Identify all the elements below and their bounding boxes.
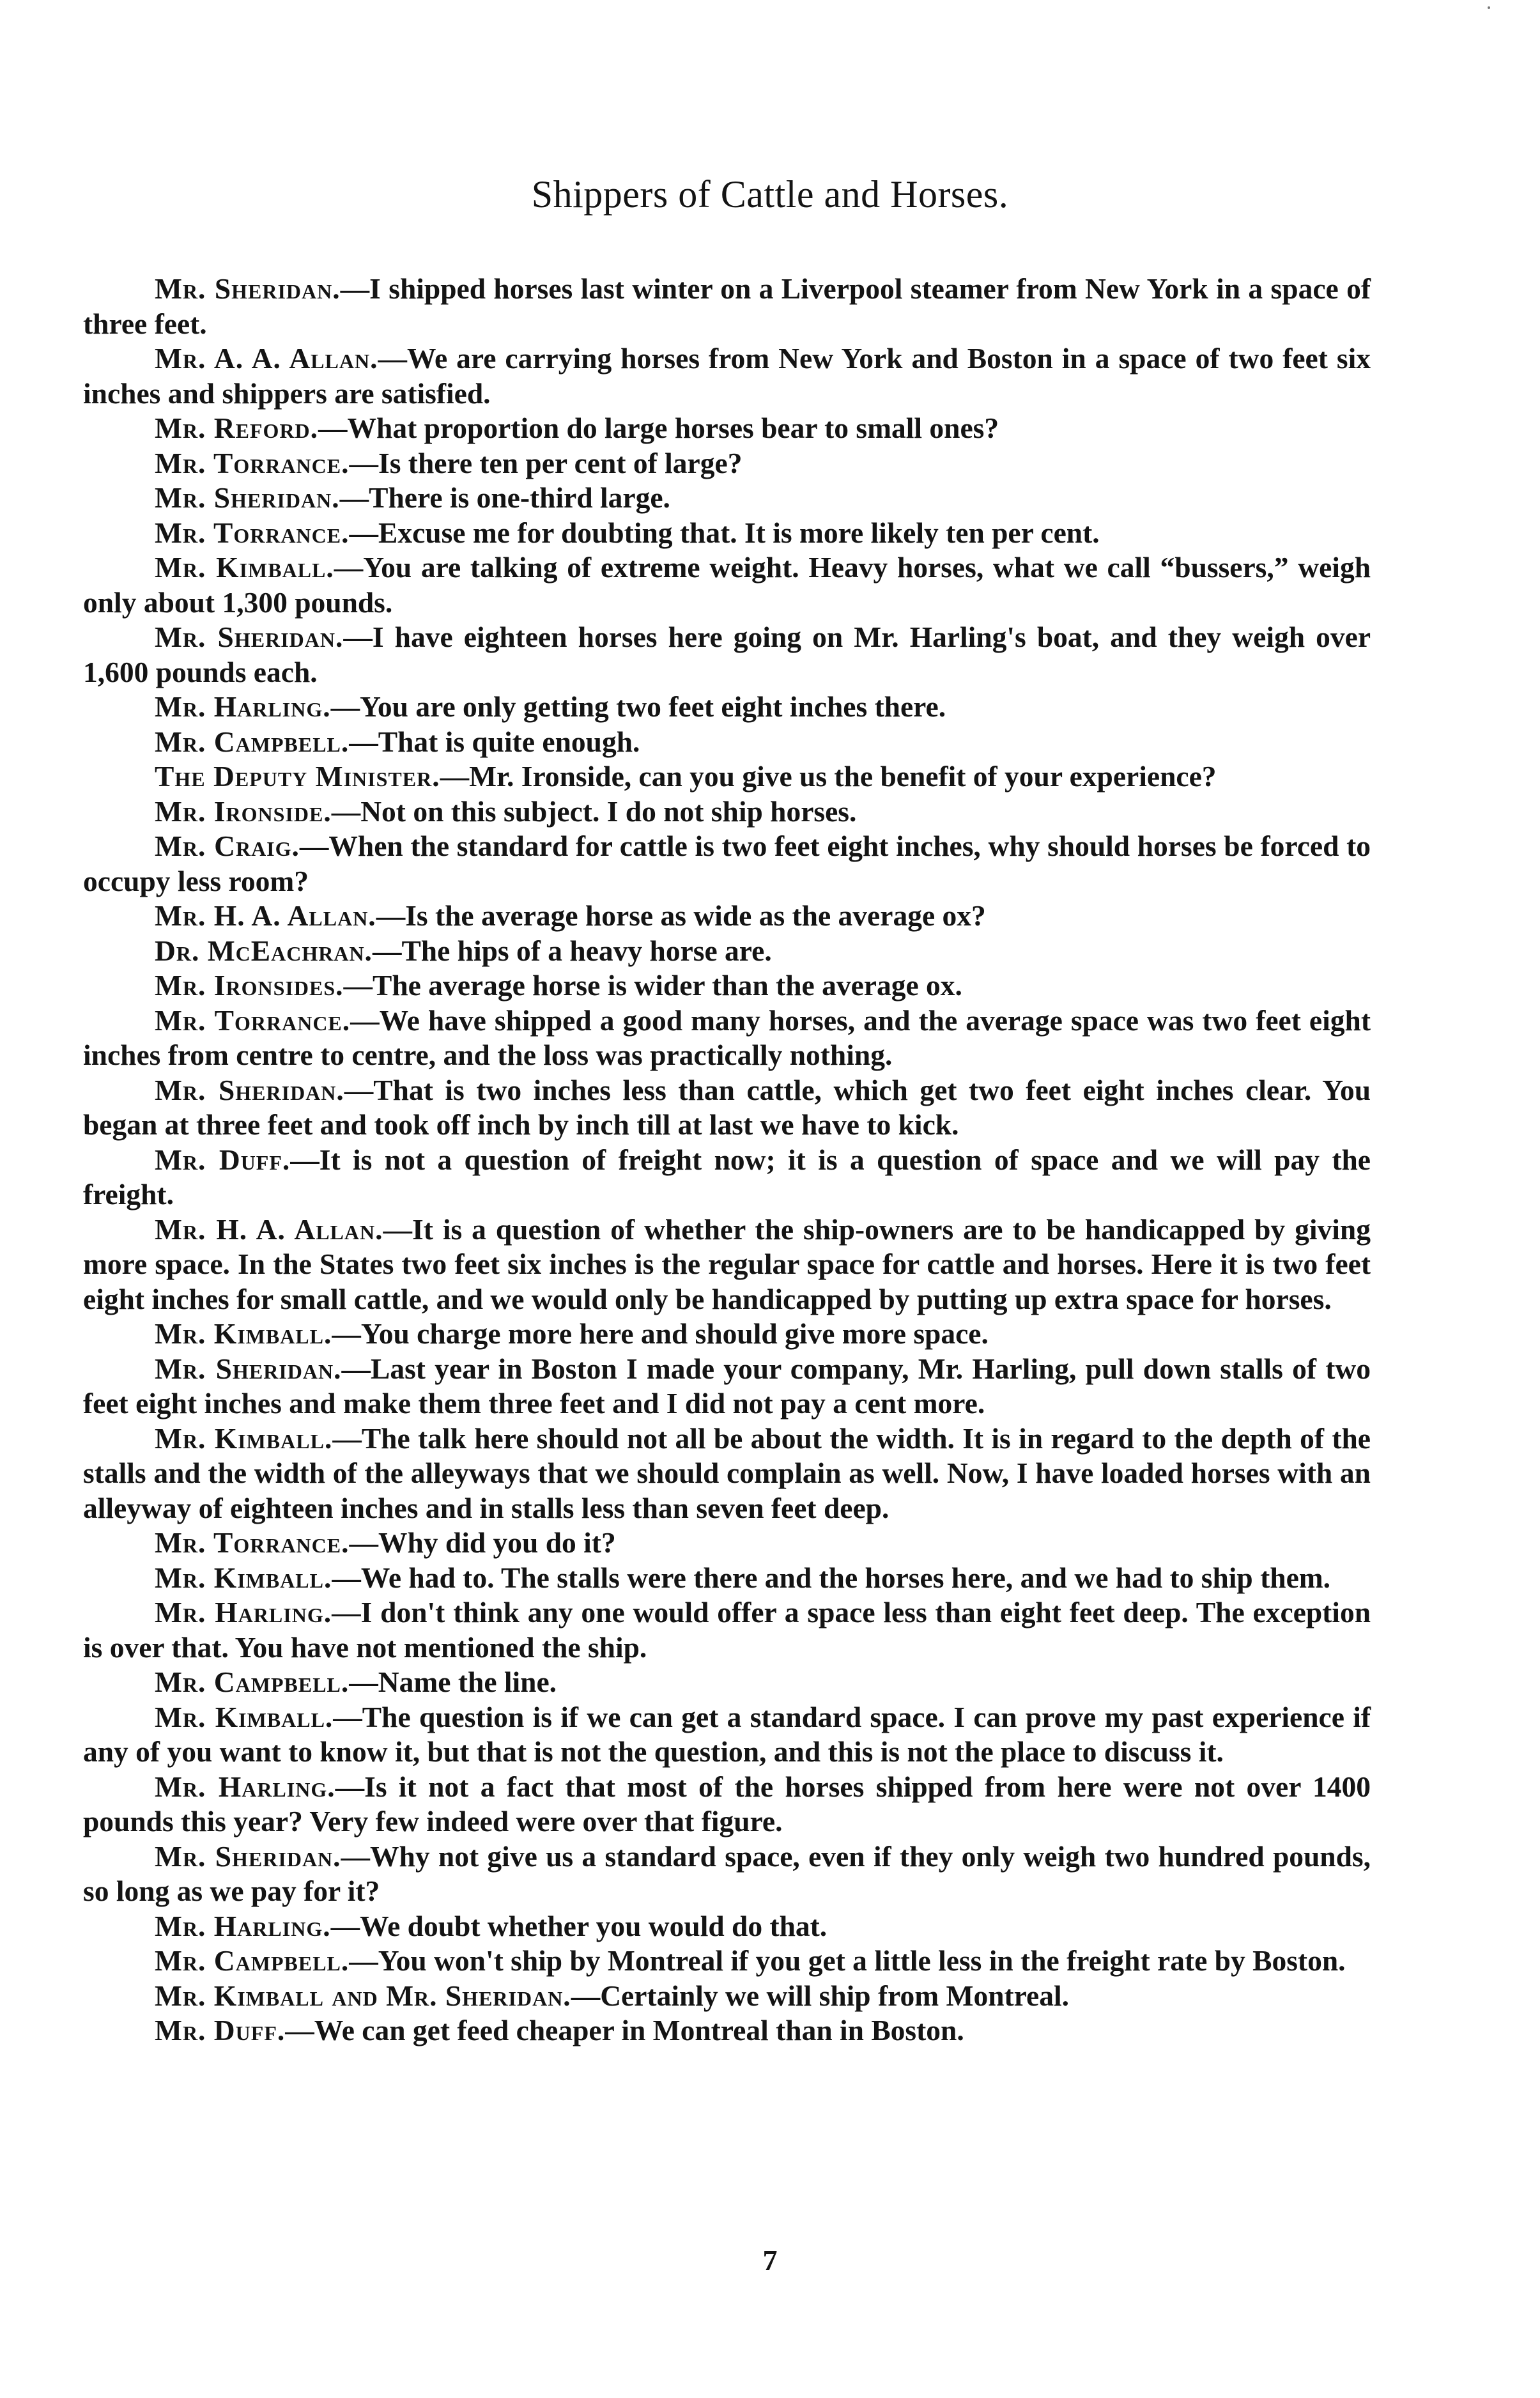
statement-text: —That is two inches less than cattle, which get two feet eight inches clear. You began at three feet and took off inch by inch till at last we have to kick.	[83, 1073, 1371, 1141]
statement-text: —We doubt whether you would do that.	[330, 1909, 828, 1942]
speaker-name: Mr. Kimball and Mr. Sheridan.	[155, 1979, 571, 2012]
statement-text: —It is not a question of freight now; it is a question of space and we will pay the freight.	[83, 1143, 1371, 1211]
speaker-name: Mr. Sheridan.	[155, 272, 341, 305]
speaker-name: Mr. Harling.	[155, 690, 331, 723]
statement-text: —We are carrying horses from New York and Boston in a space of two feet six inches and shippers are satisfied.	[83, 342, 1371, 410]
transcript-paragraph	[83, 446, 1371, 481]
statement-text: —When the standard for cattle is two feet eight inches, why should horses be forced to occupy less room?	[83, 830, 1371, 897]
transcript-paragraph	[83, 1526, 1371, 1561]
speaker-name: Mr. Torrance.	[155, 516, 350, 549]
speaker-name: Mr. Reford.	[155, 412, 319, 444]
transcript-paragraph	[83, 968, 1371, 1003]
speaker-name: Mr. Ironside.	[155, 794, 332, 828]
transcript-paragraph	[83, 1944, 1371, 1979]
statement-text: —Is the average horse as wide as the average ox?	[376, 899, 986, 932]
transcript-paragraph	[83, 1770, 1371, 1839]
transcript-paragraph	[83, 481, 1371, 516]
statement-text: —It is a question of whether the ship-owners are to be handicapped by giving more space. In the States two feet six inches is the regular space for cattle and horses. Here it is two feet eight inches for small cattle, and we would only be handicapped by putting up extra space for horses.	[83, 1212, 1371, 1315]
transcript-paragraph	[83, 934, 1371, 969]
transcript-paragraph	[83, 1073, 1371, 1143]
speaker-name: The Deputy Minister.	[155, 760, 440, 793]
speaker-name: Mr. Torrance.	[155, 1003, 351, 1037]
transcript-paragraph	[83, 1700, 1371, 1770]
speaker-name: Mr. Duff.	[155, 1143, 291, 1176]
transcript-paragraph	[83, 1665, 1371, 1700]
speaker-name: Mr. Campbell.	[155, 1944, 350, 1977]
speaker-name: Mr. Sheridan.	[155, 481, 340, 514]
speaker-name: Mr. Sheridan.	[155, 1352, 342, 1385]
statement-text: —You charge more here and should give more space.	[332, 1317, 989, 1350]
speaker-name: Mr. A. A. Allan.	[155, 342, 378, 375]
speaker-name: Mr. Ironsides.	[155, 969, 344, 1002]
transcript-paragraph	[83, 1421, 1371, 1526]
transcript-paragraph	[83, 690, 1371, 725]
speaker-name: Mr. Duff.	[155, 2014, 286, 2046]
transcript-paragraph	[83, 1839, 1371, 1909]
transcript-paragraph	[83, 1317, 1371, 1352]
speaker-name: Mr. Sheridan.	[155, 621, 344, 653]
statement-text: —Not on this subject. I do not ship horses.	[331, 794, 857, 828]
statement-text: —That is quite enough.	[349, 725, 640, 758]
transcript-paragraph	[83, 411, 1371, 446]
transcript-paragraph	[83, 1595, 1371, 1665]
page-number: 7	[762, 2244, 778, 2277]
transcript-paragraph	[83, 759, 1371, 794]
transcript-paragraph	[83, 272, 1371, 341]
transcript-paragraph	[83, 341, 1371, 411]
statement-text: —You won't ship by Montreal if you get a little less in the freight rate by Boston.	[349, 1944, 1346, 1977]
statement-text: —I have eighteen horses here going on Mr. Harling's boat, and they weigh over 1,600 pounds each.	[83, 621, 1371, 688]
statement-text: —We can get feed cheaper in Montreal than in Boston.	[285, 2014, 964, 2046]
statement-text: —Mr. Ironside, can you give us the benefit of your experience?	[440, 760, 1217, 793]
transcript-paragraph	[83, 1212, 1371, 1317]
statement-text: —Why not give us a standard space, even if they only weigh two hundred pounds, so long as we pay for it?	[83, 1839, 1371, 1907]
speaker-name: Mr. Campbell.	[155, 725, 350, 758]
speaker-name: Mr. Sheridan.	[155, 1073, 344, 1106]
transcript-paragraph	[83, 516, 1371, 551]
statement-text: —Certainly we will ship from Montreal.	[571, 1979, 1070, 2012]
transcript-paragraph	[83, 794, 1371, 830]
transcript-paragraph	[83, 1561, 1371, 1596]
statement-text: —What proportion do large horses bear to small ones?	[318, 412, 999, 444]
speaker-name: Mr. Sheridan.	[155, 1839, 341, 1873]
transcript-paragraph	[83, 1909, 1371, 1944]
transcript-paragraph	[83, 2013, 1371, 2048]
speaker-name: Mr. Torrance.	[155, 446, 350, 479]
statement-text: —Why did you do it?	[349, 1526, 616, 1559]
statement-text: —The question is if we can get a standard space. I can prove my past experience if any of you want to know it, but that is not the question, and this is not the place to discuss it.	[83, 1700, 1371, 1768]
statement-text: —Excuse me for doubting that. It is more likely ten per cent.	[349, 516, 1100, 549]
speaker-name: Mr. Kimball.	[155, 1700, 334, 1733]
speaker-name: Mr. Kimball.	[155, 551, 334, 584]
statement-text: —There is one-third large.	[339, 481, 670, 514]
transcript-paragraph	[83, 1003, 1371, 1073]
speaker-name: Mr. Kimball.	[155, 1561, 332, 1594]
transcript-paragraph	[83, 620, 1371, 690]
transcript-paragraph	[83, 829, 1371, 899]
statement-text: —Name the line.	[349, 1666, 557, 1698]
transcript-paragraph	[83, 725, 1371, 760]
speaker-name: Mr. Campbell.	[155, 1666, 350, 1698]
statement-text: —You are talking of extreme weight. Heavy horses, what we call “bussers,” weigh only about 1,300 pounds.	[83, 551, 1371, 619]
statement-text: —Last year in Boston I made your company, Mr. Harling, pull down stalls of two feet eight inches and make them three feet and I did not pay a cent more.	[83, 1352, 1371, 1419]
statement-text: —Is there ten per cent of large?	[349, 446, 743, 479]
transcript-paragraph	[83, 1979, 1371, 2014]
transcript-paragraph	[83, 899, 1371, 934]
page-title: Shippers of Cattle and Horses.	[531, 173, 1009, 215]
transcript-paragraph	[83, 1143, 1371, 1212]
speaker-name: Mr. Kimball.	[155, 1317, 332, 1350]
transcript-body	[83, 272, 1371, 2048]
statement-text: —The average horse is wider than the average ox.	[343, 969, 962, 1002]
statement-text: —Is it not a fact that most of the horses shipped from here were not over 1400 pounds this year? Very few indeed were over that figure.	[83, 1770, 1371, 1837]
statement-text: —I don't think any one would offer a space less than eight feet deep. The exception is over that. You have not mentioned the ship.	[83, 1596, 1371, 1664]
transcript-paragraph	[83, 1352, 1371, 1421]
speaker-name: Mr. Harling.	[155, 1770, 335, 1803]
statement-text: —You are only getting two feet eight inches there.	[330, 690, 946, 723]
statement-text: —The talk here should not all be about the width. It is in regard to the depth of the stalls and the width of the alleyways that we should complain as well. Now, I have loaded horses with an alleyway of eighteen inches and in stalls less than seven feet deep.	[83, 1421, 1371, 1524]
speaker-name: Mr. H. A. Allan.	[155, 899, 376, 932]
statement-text: —We have shipped a good many horses, and the average space was two feet eight inches from centre to centre, and the loss was practically nothing.	[83, 1003, 1371, 1071]
speaker-name: Dr. McEachran.	[155, 934, 373, 967]
speaker-name: Mr. Harling.	[155, 1909, 331, 1942]
speaker-name: Mr. Torrance.	[155, 1526, 350, 1559]
statement-text: —The hips of a heavy horse are.	[372, 934, 772, 967]
page-speck	[1488, 6, 1490, 9]
transcript-paragraph	[83, 550, 1371, 620]
speaker-name: Mr. H. A. Allan.	[155, 1212, 383, 1246]
speaker-name: Mr. Harling.	[155, 1596, 332, 1628]
statement-text: —I shipped horses last winter on a Liverpool steamer from New York in a space of three feet.	[83, 272, 1371, 340]
speaker-name: Mr. Kimball.	[155, 1421, 333, 1455]
statement-text: —We had to. The stalls were there and the horses here, and we had to ship them.	[332, 1561, 1331, 1594]
speaker-name: Mr. Craig.	[155, 830, 300, 862]
